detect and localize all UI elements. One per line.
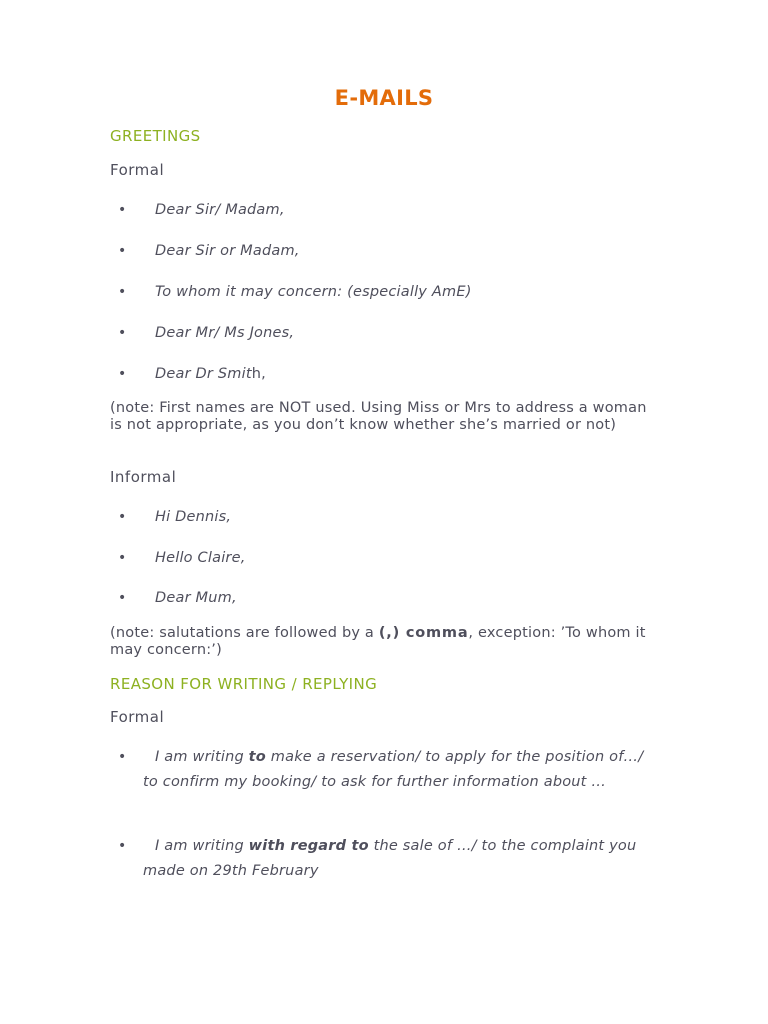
bullet-icon: • xyxy=(118,243,127,259)
note-text: , exception: ’To whom it may concern:’) xyxy=(110,625,646,658)
greetings-heading: GREETINGS xyxy=(110,127,201,145)
list-item-text: Hi Dennis, xyxy=(155,509,232,525)
reason-formal-label: Formal xyxy=(110,708,165,726)
list-item-text: Hello Claire, xyxy=(155,550,246,566)
list-item xyxy=(118,321,658,346)
list-item xyxy=(118,505,658,530)
list-item-text xyxy=(118,834,658,883)
bullet-icon: • xyxy=(118,550,127,566)
list-item xyxy=(118,280,658,305)
reason-heading: REASON FOR WRITING / REPLYING xyxy=(110,675,378,693)
list-item xyxy=(118,834,658,883)
list-item-text-bold: with regard to xyxy=(248,838,369,854)
note-text: (note: salutations are followed by a xyxy=(110,625,379,641)
bullet-icon: • xyxy=(118,838,127,854)
greetings-formal-label: Formal xyxy=(110,161,165,179)
list-item-text xyxy=(118,745,658,794)
list-item xyxy=(118,586,658,611)
list-item xyxy=(118,362,658,387)
list-item-text xyxy=(118,362,658,387)
bullet-icon: • xyxy=(118,325,127,341)
list-item-text: Dear Mum, xyxy=(155,590,237,606)
list-item-text-upright: h, xyxy=(251,366,266,382)
formal-greetings-note: (note: First names are NOT used. Using Miss or Mrs to address a woman is not appropriate, as you don’t know whether she’s married or not) xyxy=(110,400,647,433)
list-item xyxy=(118,239,658,264)
list-item-text: To whom it may concern: (especially AmE) xyxy=(155,284,472,300)
list-item-text-rest: make a reservation/ to apply for the position of…/ to confirm my booking/ to ask for further information about … xyxy=(143,749,644,790)
list-item-text-rest: the sale of …/ to the complaint you made on 29th February xyxy=(143,838,637,879)
note-bold-text: (,) comma xyxy=(378,625,469,641)
list-item-text: Dear Mr/ Ms Jones, xyxy=(155,325,295,341)
list-item xyxy=(118,745,658,794)
bullet-icon: • xyxy=(118,366,127,382)
list-item-text-start: I am writing xyxy=(155,749,249,765)
informal-greetings-note xyxy=(110,625,658,659)
list-item-text-start: I am writing xyxy=(155,838,249,854)
bullet-icon: • xyxy=(118,202,127,218)
list-item xyxy=(118,198,658,223)
bullet-icon: • xyxy=(118,749,127,765)
bullet-icon: • xyxy=(118,509,127,525)
greetings-informal-label: Informal xyxy=(110,468,177,486)
page-title: E-MAILS xyxy=(334,86,434,110)
bullet-icon: • xyxy=(118,590,127,606)
list-item-text-italic: Dear Dr Smit xyxy=(155,366,252,382)
list-item xyxy=(118,546,658,571)
list-item-text-bold: to xyxy=(248,749,266,765)
list-item-text: Dear Sir/ Madam, xyxy=(155,202,285,218)
bullet-icon: • xyxy=(118,284,127,300)
list-item-text: Dear Sir or Madam, xyxy=(155,243,300,259)
